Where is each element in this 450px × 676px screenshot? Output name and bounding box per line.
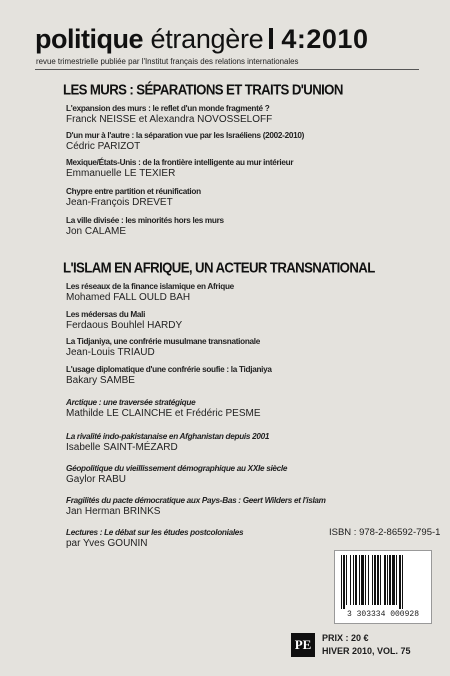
- barcode-bar: [387, 555, 388, 605]
- article-entry: [66, 432, 426, 454]
- article-entry: [66, 337, 426, 359]
- masthead: [35, 24, 425, 54]
- barcode-bar: [350, 555, 351, 605]
- article-author: Franck NEISSE et Alexandra NOVOSSELOFF: [66, 114, 273, 125]
- article-entry: [66, 365, 426, 387]
- issue-season-label: HIVER 2010, VOL. 75: [322, 646, 411, 656]
- article-title: Chypre entre partition et réunification: [66, 187, 201, 196]
- article-author: Jean-François DREVET: [66, 197, 173, 208]
- masthead-title-bold: politique: [35, 24, 143, 54]
- barcode-bar: [343, 555, 345, 609]
- barcode-bar: [384, 555, 386, 605]
- article-author: Cédric PARIZOT: [66, 141, 141, 152]
- barcode-bar: [399, 555, 401, 609]
- article-title: Lectures : Le débat sur les études postcoloniales: [66, 528, 244, 537]
- barcode-bar: [374, 555, 376, 605]
- barcode-bar: [396, 555, 397, 605]
- barcode-bar: [377, 555, 379, 605]
- article-author: par Yves GOUNIN: [66, 538, 148, 549]
- article-entry: [66, 282, 426, 304]
- article-title: La Tidjaniya, une confrérie musulmane transnationale: [66, 337, 260, 346]
- barcode-bar: [402, 555, 403, 609]
- masthead-title-light: étrangère: [150, 24, 264, 54]
- article-author: Mohamed FALL OULD BAH: [66, 292, 191, 303]
- article-title: Arctique : une traversée stratégique: [66, 398, 196, 407]
- article-title: Mexique/États-Unis : de la frontière intelligente au mur intérieur: [66, 158, 294, 167]
- barcode: [334, 550, 432, 624]
- article-title: Fragilités du pacte démocratique aux Pays-Bas : Geert Wilders et l'islam: [66, 496, 326, 505]
- article-entry: [66, 464, 426, 486]
- isbn-label: ISBN : 978-2-86592-795-1: [329, 527, 441, 538]
- article-entry: [66, 496, 426, 518]
- article-author: Isabelle SAINT-MÉZARD: [66, 442, 178, 453]
- article-title: Les réseaux de la finance islamique en Afrique: [66, 282, 234, 291]
- publisher-logo: PE: [291, 633, 315, 657]
- article-entry: [66, 131, 426, 153]
- masthead-issue: 4:2010: [281, 24, 369, 54]
- article-entry: [66, 187, 426, 209]
- article-author: Gaylor RABU: [66, 474, 127, 485]
- article-author: Ferdaous Bouhlel HARDY: [66, 320, 183, 331]
- price-label: PRIX : 20 €: [322, 633, 369, 643]
- article-author: Emmanuelle LE TEXIER: [66, 168, 176, 179]
- barcode-bar: [365, 555, 366, 605]
- article-title: La ville divisée : les minorités hors les murs: [66, 216, 224, 225]
- article-entry: [66, 310, 426, 332]
- barcode-bar: [392, 555, 395, 605]
- masthead-separator: [269, 28, 273, 49]
- article-author: Jan Herman BRINKS: [66, 506, 161, 517]
- article-title: D'un mur à l'autre : la séparation vue par les Israéliens (2002-2010): [66, 131, 305, 140]
- barcode-bar: [355, 555, 357, 605]
- barcode-bars: [339, 555, 427, 609]
- article-entry: [66, 398, 426, 420]
- barcode-bar: [341, 555, 342, 609]
- barcode-bar: [346, 555, 347, 605]
- article-entry: [66, 216, 426, 238]
- section-heading-murs: LES MURS : SÉPARATIONS ET TRAITS D'UNION: [63, 81, 343, 98]
- article-title: Géopolitique du vieillissement démographique au XXIe siècle: [66, 464, 288, 473]
- article-author: Mathilde LE CLAINCHE et Frédéric PESME: [66, 408, 261, 419]
- article-title: La rivalité indo-pakistanaise en Afghanistan depuis 2001: [66, 432, 270, 441]
- barcode-bar: [372, 555, 373, 605]
- article-title: L'expansion des murs : le reflet d'un monde fragmenté ?: [66, 104, 270, 113]
- barcode-bar: [361, 555, 364, 605]
- barcode-bar: [359, 555, 360, 605]
- masthead-subtitle: revue trimestrielle publiée par l'Institut français des relations internationales: [36, 57, 299, 66]
- article-entry: [66, 104, 426, 126]
- article-title: L'usage diplomatique d'une confrérie soufie : la Tidjaniya: [66, 365, 272, 374]
- section-heading-islam: L'ISLAM EN AFRIQUE, UN ACTEUR TRANSNATIONAL: [63, 259, 375, 276]
- barcode-bar: [389, 555, 391, 605]
- article-author: Jean-Louis TRIAUD: [66, 347, 155, 358]
- barcode-bar: [380, 555, 381, 605]
- top-rule: [35, 69, 419, 70]
- article-author: Jon CALAME: [66, 226, 127, 237]
- price-block: [322, 632, 411, 658]
- barcode-bar: [368, 555, 369, 605]
- article-title: Les médersas du Mali: [66, 310, 146, 319]
- barcode-number: 3 303334 000928: [346, 610, 419, 619]
- article-entry: [66, 158, 426, 180]
- article-author: Bakary SAMBE: [66, 375, 135, 386]
- barcode-bar: [353, 555, 354, 605]
